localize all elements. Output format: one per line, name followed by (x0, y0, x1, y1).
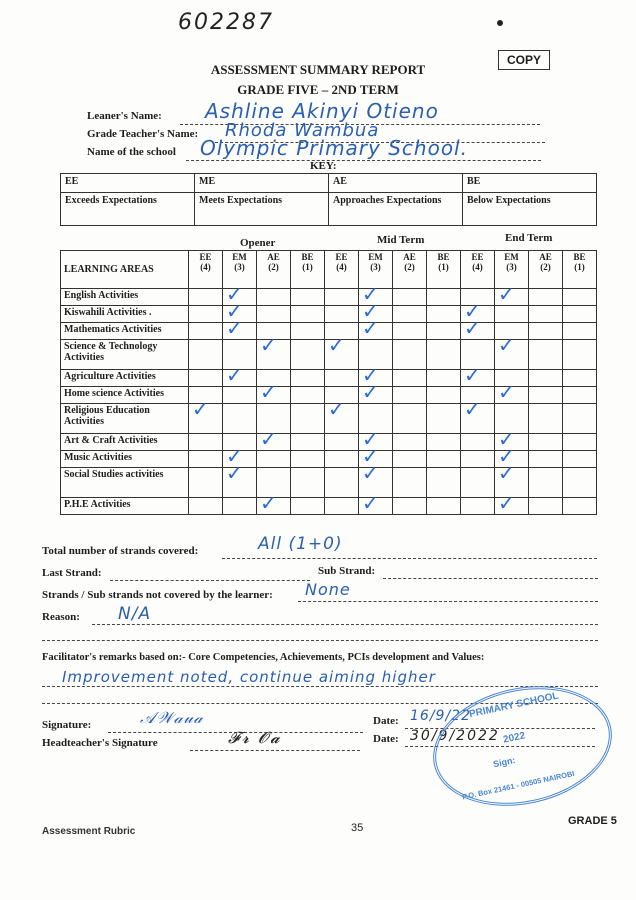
grade-cell (427, 387, 461, 404)
sub-strand-line (383, 578, 598, 579)
grade-cell (427, 370, 461, 387)
grade-column-header (461, 251, 495, 289)
grade-cell (257, 289, 291, 306)
grade-cell (291, 498, 325, 515)
grade-column-header (563, 251, 597, 289)
grade-cell (291, 323, 325, 340)
grade-code: AE (539, 252, 552, 262)
check-mark-icon: ✓ (498, 333, 515, 357)
grade-points: (3) (370, 262, 381, 272)
grade-cell (189, 323, 223, 340)
check-mark-icon: ✓ (328, 333, 345, 357)
check-mark-icon: ✓ (226, 461, 243, 485)
grade-cell (563, 498, 597, 515)
report-subtitle: GRADE FIVE – 2ND TERM (237, 82, 399, 97)
remarks-line-1 (42, 686, 598, 687)
grade-cell (393, 434, 427, 451)
grade-column-header (325, 251, 359, 289)
key-description: Below Expectations (463, 193, 597, 226)
grade-cell (529, 289, 563, 306)
reason-line-2 (42, 640, 598, 641)
grade-points: (4) (200, 262, 211, 272)
date-label: Date: (373, 715, 399, 727)
school-name-line (186, 160, 541, 161)
key-title: KEY: (310, 160, 337, 172)
grade-cell (393, 289, 427, 306)
grade-cell (291, 451, 325, 468)
grade-points: (3) (506, 262, 517, 272)
check-mark-icon: ✓ (362, 299, 379, 323)
grade-cell (563, 434, 597, 451)
remarks-label: Facilitator's remarks based on:- Core Competencies, Achievements, PCIs development and Values: (42, 652, 485, 663)
grade-cell (461, 434, 495, 451)
grade-cell (291, 340, 325, 370)
grade-code: AE (267, 252, 280, 262)
check-mark-icon: ✓ (498, 444, 515, 468)
term-mid: Mid Term (377, 234, 425, 246)
grade-points: (1) (438, 262, 449, 272)
grade-cell (495, 333, 529, 370)
grade-cell (461, 468, 495, 498)
stamp-sign: Sign: (492, 754, 517, 770)
copy-badge: COPY (498, 50, 550, 70)
learning-area-row (61, 289, 597, 306)
key-table (60, 173, 597, 226)
check-mark-icon: ✓ (498, 461, 515, 485)
learner-name-label: Leaner's Name: (87, 110, 162, 122)
grade-cell (427, 323, 461, 340)
check-mark-icon: ✓ (498, 427, 515, 451)
grade-cell (393, 468, 427, 498)
learning-area-row (61, 404, 597, 434)
grade-cell (495, 491, 529, 515)
grade-cell (223, 387, 257, 404)
grade-cell (223, 461, 257, 498)
grade-cell (393, 323, 427, 340)
grade-column-header (291, 251, 325, 289)
page-number: 35 (351, 822, 364, 834)
grade-cell (529, 451, 563, 468)
grade-cell (393, 451, 427, 468)
grade-cell (393, 306, 427, 323)
grade-cell (189, 434, 223, 451)
key-code: EE (61, 174, 195, 193)
learning-area-row (61, 451, 597, 468)
footer-left: Assessment Rubric (42, 826, 136, 837)
learning-area-name: Mathematics Activities (61, 323, 189, 340)
last-strand-label: Last Strand: (42, 567, 102, 579)
check-mark-icon: ✓ (260, 333, 277, 357)
grade-cell (223, 316, 257, 340)
grade-cell (291, 468, 325, 498)
grade-cell (427, 434, 461, 451)
check-mark-icon: ✓ (362, 363, 379, 387)
check-mark-icon: ✓ (362, 282, 379, 306)
grade-cell (189, 340, 223, 370)
grade-cell (563, 306, 597, 323)
grade-code: BE (573, 252, 586, 262)
grade-code: BE (437, 252, 450, 262)
grade-cell (461, 316, 495, 340)
grade-cell (393, 498, 427, 515)
school-name-value: Olympic Primary School. (200, 136, 468, 160)
grade-code: EM (232, 252, 247, 262)
learning-area-name: English Activities (61, 289, 189, 306)
last-strand-line (110, 580, 310, 581)
footer-grade: GRADE 5 (568, 815, 617, 827)
grade-points: (3) (234, 262, 245, 272)
grade-code: AE (403, 252, 416, 262)
key-code: AE (329, 174, 463, 193)
check-mark-icon: ✓ (498, 491, 515, 515)
grade-cell (325, 468, 359, 498)
grade-cell (563, 340, 597, 370)
grade-cell (529, 404, 563, 434)
school-name-label: Name of the school (87, 146, 176, 158)
grade-cell (325, 370, 359, 387)
grade-cell (189, 397, 223, 434)
check-mark-icon: ✓ (260, 491, 277, 515)
reason-value: N/A (118, 604, 152, 624)
grade-cell (529, 340, 563, 370)
grade-cell (223, 498, 257, 515)
learning-area-row (61, 498, 597, 515)
grade-cell (325, 451, 359, 468)
grade-column-header (393, 251, 427, 289)
check-mark-icon: ✓ (362, 444, 379, 468)
term-opener: Opener (240, 237, 276, 249)
check-mark-icon: ✓ (260, 427, 277, 451)
grade-cell (325, 498, 359, 515)
learning-area-name: Music Activities (61, 451, 189, 468)
teacher-signature: 𝒜𝒲𝒶𝓊𝒶 (140, 708, 204, 727)
teacher-name-label: Grade Teacher's Name: (87, 128, 199, 140)
stamp-date: 2022 (502, 730, 527, 746)
check-mark-icon: ✓ (464, 397, 481, 421)
grade-cell (189, 306, 223, 323)
headteacher-signature-line (190, 750, 360, 751)
grade-cell (257, 491, 291, 515)
grade-code: EE (335, 252, 348, 262)
head-date-label: Date: (373, 733, 399, 745)
grade-cell (427, 468, 461, 498)
key-description: Approaches Expectations (329, 193, 463, 226)
grade-cell (563, 387, 597, 404)
grade-cell (325, 289, 359, 306)
grade-points: (4) (336, 262, 347, 272)
report-title: ASSESSMENT SUMMARY REPORT (210, 62, 426, 77)
grade-cell (291, 306, 325, 323)
grade-code: EM (504, 252, 519, 262)
grade-cell (393, 370, 427, 387)
grade-cell (529, 306, 563, 323)
grade-cell (359, 316, 393, 340)
grade-points: (4) (472, 262, 483, 272)
check-mark-icon: ✓ (226, 299, 243, 323)
grade-cell (529, 434, 563, 451)
learning-area-name: Home science Activities (61, 387, 189, 404)
learning-area-row (61, 306, 597, 323)
grade-code: BE (301, 252, 314, 262)
grade-cell (461, 498, 495, 515)
grade-cell (461, 397, 495, 434)
check-mark-icon: ✓ (464, 299, 481, 323)
grade-cell (461, 363, 495, 387)
grade-cell (325, 434, 359, 451)
grade-cell (189, 498, 223, 515)
not-covered-line (298, 601, 598, 602)
grade-cell (529, 370, 563, 387)
headteacher-signature: 𝓕𝓻 𝓞𝓪 (228, 728, 282, 747)
grade-cell (563, 451, 597, 468)
total-strands-label: Total number of strands covered: (42, 545, 199, 557)
learning-area-name: P.H.E Activities (61, 498, 189, 515)
learning-area-name: Religious Education Activities (61, 404, 189, 434)
term-end: End Term (505, 232, 553, 244)
grade-cell (223, 404, 257, 434)
grade-cell (359, 491, 393, 515)
grade-cell (291, 289, 325, 306)
grade-cell (427, 404, 461, 434)
grade-cell (563, 370, 597, 387)
check-mark-icon: ✓ (226, 444, 243, 468)
grade-cell (291, 387, 325, 404)
grade-points: (2) (540, 262, 551, 272)
grade-points: (2) (404, 262, 415, 272)
check-mark-icon: ✓ (464, 363, 481, 387)
grade-cell (495, 282, 529, 306)
grade-cell (257, 306, 291, 323)
grade-code: EE (199, 252, 212, 262)
grade-column-header (427, 251, 461, 289)
check-mark-icon: ✓ (362, 316, 379, 340)
head-date-value: 30/9/2022 (410, 728, 500, 744)
grade-cell (563, 289, 597, 306)
grade-column-header (189, 251, 223, 289)
grade-cell (495, 306, 529, 323)
school-stamp (422, 670, 623, 821)
ink-dot (497, 20, 503, 26)
check-mark-icon: ✓ (362, 427, 379, 451)
grade-cell (325, 306, 359, 323)
reason-label: Reason: (42, 611, 80, 623)
not-covered-value: None (305, 580, 351, 599)
grade-cell (393, 404, 427, 434)
grade-cell (325, 333, 359, 370)
check-mark-icon: ✓ (226, 316, 243, 340)
grade-cell (257, 427, 291, 451)
check-mark-icon: ✓ (226, 282, 243, 306)
serial-number: 602287 (178, 10, 274, 35)
grade-cell (529, 468, 563, 498)
learning-area-row (61, 434, 597, 451)
grade-cell (189, 468, 223, 498)
grade-cell (529, 323, 563, 340)
headteacher-signature-label: Headteacher's Signature (42, 737, 158, 749)
grade-cell (223, 363, 257, 387)
grade-cell (427, 306, 461, 323)
learning-area-row (61, 340, 597, 370)
check-mark-icon: ✓ (464, 316, 481, 340)
grade-cell (427, 289, 461, 306)
grade-cell (359, 380, 393, 404)
grade-cell (189, 289, 223, 306)
check-mark-icon: ✓ (328, 397, 345, 421)
learner-name-value: Ashline Akinyi Otieno (205, 99, 439, 123)
learning-area-name: Science & Technology Activities (61, 340, 189, 370)
grade-cell (189, 370, 223, 387)
stamp-top-text: PRIMARY SCHOOL (468, 690, 560, 721)
assessment-grid (60, 250, 597, 515)
remarks-value: Improvement noted, continue aiming higher (62, 668, 436, 686)
grade-code: EE (471, 252, 484, 262)
grade-column-header (257, 251, 291, 289)
grade-cell (291, 370, 325, 387)
check-mark-icon: ✓ (226, 363, 243, 387)
grade-cell (393, 340, 427, 370)
grade-cell (427, 498, 461, 515)
grade-cell (325, 397, 359, 434)
grade-points: (1) (574, 262, 585, 272)
grade-cell (563, 404, 597, 434)
learning-area-name: Kiswahili Activities . (61, 306, 189, 323)
reason-line (92, 624, 598, 625)
grade-points: (1) (302, 262, 313, 272)
check-mark-icon: ✓ (362, 461, 379, 485)
grade-cell (291, 404, 325, 434)
grade-cell (529, 387, 563, 404)
key-code: BE (463, 174, 597, 193)
total-strands-value: All (1+0) (258, 534, 343, 554)
grade-cell (495, 380, 529, 404)
learning-areas-header: LEARNING AREAS (61, 251, 189, 289)
grade-points: (2) (268, 262, 279, 272)
total-strands-line (222, 558, 597, 559)
signature-label: Signature: (42, 719, 92, 731)
learning-area-row (61, 370, 597, 387)
key-code: ME (195, 174, 329, 193)
key-description: Meets Expectations (195, 193, 329, 226)
stamp-address: P.O. Box 21461 - 00505 NAIROBI (461, 768, 576, 802)
grade-cell (393, 387, 427, 404)
grade-cell (189, 451, 223, 468)
check-mark-icon: ✓ (260, 380, 277, 404)
check-mark-icon: ✓ (498, 282, 515, 306)
grade-cell (461, 451, 495, 468)
grade-cell (563, 468, 597, 498)
check-mark-icon: ✓ (362, 380, 379, 404)
learning-area-row (61, 468, 597, 498)
check-mark-icon: ✓ (192, 397, 209, 421)
date-value: 16/9/22 (410, 708, 471, 724)
check-mark-icon: ✓ (498, 380, 515, 404)
key-description: Exceeds Expectations (61, 193, 195, 226)
grade-cell (291, 434, 325, 451)
grade-cell (257, 380, 291, 404)
sub-strand-label: Sub Strand: (318, 565, 376, 577)
teacher-name-value: Rhoda Wambua (225, 120, 380, 141)
grade-column-header (529, 251, 563, 289)
grade-cell (529, 498, 563, 515)
learning-area-name: Social Studies activities (61, 468, 189, 498)
grade-cell (427, 451, 461, 468)
not-covered-label: Strands / Sub strands not covered by the learner: (42, 589, 273, 601)
check-mark-icon: ✓ (362, 491, 379, 515)
grade-cell (257, 451, 291, 468)
grade-cell (257, 333, 291, 370)
learning-area-name: Agriculture Activities (61, 370, 189, 387)
grade-cell (427, 340, 461, 370)
grade-cell (563, 323, 597, 340)
grade-code: EM (368, 252, 383, 262)
learning-area-name: Art & Craft Activities (61, 434, 189, 451)
